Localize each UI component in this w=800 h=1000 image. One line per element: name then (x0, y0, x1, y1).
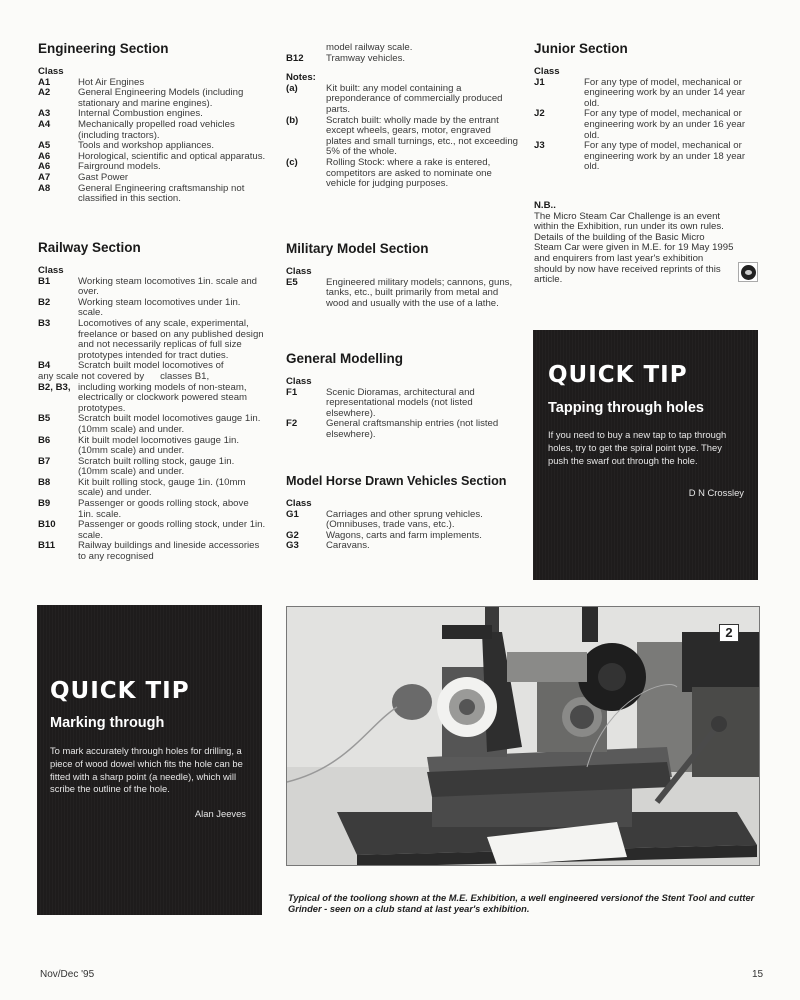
class-code: G2 (286, 529, 299, 541)
class-label: Class (286, 498, 312, 509)
class-code: F2 (286, 418, 298, 430)
class-code: B8 (38, 476, 51, 488)
class-description: Internal Combustion engines. (78, 108, 203, 120)
nb-title: N.B.. (534, 200, 556, 211)
list-item (38, 457, 266, 478)
note-marker: (a) (286, 82, 298, 94)
quick-tip-author: D N Crossley (688, 487, 744, 499)
tool-grinder-illustration (287, 607, 760, 866)
class-description: General craftsmanship entries (not listed elsewhere). (326, 418, 499, 440)
list-item (38, 383, 266, 415)
class-description: Railway buildings and lineside accessories to any recognised (78, 540, 260, 563)
class-code: B12 (286, 52, 304, 64)
class-code: E5 (286, 276, 298, 288)
railway-section-title: Railway Section (38, 240, 141, 255)
column-middle (286, 43, 518, 190)
class-code: B11 (38, 540, 56, 552)
class-code: B4 (38, 360, 51, 372)
b11-continuation: model railway scale. (326, 42, 413, 53)
class-code: A3 (38, 108, 51, 120)
general-section (286, 351, 518, 441)
class-code: B7 (38, 455, 51, 467)
junior-section (534, 41, 759, 173)
list-item (38, 319, 266, 361)
class-code: A6 (38, 150, 51, 162)
class-description: Tramway vehicles. (326, 52, 406, 64)
class-code: A2 (38, 87, 51, 99)
class-code: B1 (38, 275, 51, 287)
list-item (38, 120, 266, 141)
class-code: J1 (534, 76, 545, 88)
class-description: Engineered military models; cannons, guns, tanks, etc., built primarily from metal and wood and usually with the use of a lathe. (326, 276, 513, 309)
class-label: Class (286, 266, 312, 277)
list-item (286, 54, 518, 65)
class-description: Working steam locomotives under 1in. scale. (78, 296, 241, 319)
list-item (534, 78, 759, 110)
list-item (38, 173, 266, 184)
class-description: Locomotives of any scale, experimental, freelance or based on any published design and not necessarily replicas of full size prototypes intended for tract duties. (78, 317, 264, 361)
class-code: B10 (38, 519, 56, 531)
note-item (286, 158, 518, 190)
list-item (38, 277, 266, 298)
class-description: Scratch built model locomotives of (78, 360, 224, 372)
class-description: Passenger or goods rolling stock, above 1in. scale. (78, 498, 249, 520)
class-description: General Engineering craftsmanship not classified in this section. (78, 182, 245, 205)
note-item (286, 116, 518, 158)
engineering-list (38, 78, 266, 205)
list-item (534, 141, 759, 173)
quick-tip-heading: QUICK TIP (548, 362, 688, 388)
list-item (38, 499, 266, 520)
horse-section (286, 473, 526, 552)
quick-tip-marking (37, 605, 262, 915)
footer-page-number: 15 (752, 969, 764, 980)
military-section-title: Military Model Section (286, 241, 429, 256)
class-code: B2 (38, 296, 51, 308)
class-description: Carriages and other sprung vehicles. (Omnibuses, trade vans, etc.). (326, 508, 483, 531)
class-label: Class (38, 66, 64, 77)
list-item (38, 478, 266, 499)
list-item (38, 541, 266, 562)
class-description: For any type of model, mechanical or engineering work by an under 18 year old. (584, 140, 746, 173)
list-item (38, 298, 266, 319)
railway-section (38, 240, 266, 563)
note-text: Rolling Stock: where a rake is entered, competitors are asked to nominate one vehicle for judging purposes. (326, 156, 492, 190)
note-marker: (b) (286, 114, 299, 126)
photo-number-badge: 2 (719, 624, 739, 642)
class-code: A5 (38, 140, 51, 152)
list-item (534, 109, 759, 141)
list-item (38, 88, 266, 109)
class-description: For any type of model, mechanical or engineering work by an under 16 year old. (584, 108, 746, 141)
class-code: J2 (534, 108, 545, 120)
b4-continuation: any scale not covered by classes B1, (38, 370, 210, 382)
list-item (286, 419, 518, 440)
notes-list (286, 84, 518, 190)
class-description: Kit built rolling stock, gauge 1in. (10mm scale) and under. (78, 476, 246, 499)
class-code: G3 (286, 540, 299, 552)
engineering-section-title: Engineering Section (38, 41, 169, 56)
notes-label: Notes: (286, 72, 316, 84)
class-description: including working models of non-steam, electrically or clockwork powered steam prototypes. (78, 381, 248, 414)
class-code: B9 (38, 498, 51, 510)
note-item (286, 84, 518, 116)
class-code: G1 (286, 508, 299, 520)
list-item (286, 510, 526, 531)
list-item (38, 184, 266, 205)
magazine-logo-icon (738, 262, 758, 282)
list-item (38, 520, 266, 541)
nb-text: The Micro Steam Car Challenge is an event within the Exhibition, run under its own rules. Details of the building of the Basic Micro Steam Car were given in M.E. for 19 May 1995 and enquirers from last year's exhibition should by now have received reprints of this article. (534, 210, 734, 286)
class-description: Passenger or goods rolling stock, under 1in. scale. (78, 519, 266, 541)
quick-tip-author: Alan Jeeves (194, 808, 246, 820)
class-description: Scratch built rolling stock, gauge 1in. (10mm scale) and under. (78, 455, 235, 478)
class-label: Class (38, 265, 64, 276)
note-marker: (c) (286, 156, 298, 168)
class-description: Scenic Dioramas, architectural and representational models (not listed elsewhere). (326, 386, 475, 419)
quick-tip-subheading: Marking through (50, 715, 165, 731)
horse-section-title: Model Horse Drawn Vehicles Section (286, 474, 507, 488)
class-description: Gast Power (78, 171, 129, 183)
class-label: Class (534, 66, 560, 77)
tool-grinder-photo (286, 606, 760, 866)
class-code: A8 (38, 182, 51, 194)
class-code: B6 (38, 434, 51, 446)
class-description: Working steam locomotives 1in. scale and over. (78, 275, 257, 298)
class-description: Kit built model locomotives gauge 1in. (10mm scale) and under. (78, 434, 240, 457)
list-item (38, 162, 266, 173)
class-code: A1 (38, 76, 51, 88)
list-item (286, 278, 518, 310)
class-code: B5 (38, 413, 51, 425)
note-text: Scratch built: wholly made by the entrant except wheels, gears, motor, engraved plates and small turnings, etc., not exceeding 5% of the whole. (326, 114, 518, 158)
military-section (286, 241, 518, 309)
list-item (286, 541, 526, 552)
class-code: J3 (534, 140, 545, 152)
class-description: Horological, scientific and optical apparatus. (78, 150, 266, 162)
class-description: Caravans. (326, 540, 370, 552)
class-description: For any type of model, mechanical or engineering work by an under 14 year old. (584, 76, 746, 109)
class-description: Tools and workshop appliances. (78, 140, 214, 152)
junior-section-title: Junior Section (534, 41, 628, 56)
list-item (38, 414, 266, 435)
quick-tip-subheading: Tapping through holes (548, 400, 704, 416)
list-item (286, 531, 526, 542)
quick-tip-body: If you need to buy a new tap to tap through holes, try to get the spiral point type. They push the swarf out through the hole. (548, 429, 727, 466)
class-description: Fairground models. (78, 161, 161, 173)
class-code: A6 (38, 161, 51, 173)
quick-tip-tapping (533, 330, 758, 580)
class-description: Scratch built model locomotives gauge 1in. (10mm scale) and under. (78, 413, 261, 435)
class-code: A7 (38, 171, 51, 183)
class-description: Wagons, carts and farm implements. (326, 529, 482, 541)
class-code: B3 (38, 317, 51, 329)
class-description: Hot Air Engines (78, 76, 145, 88)
photo-caption: Typical of the tooliong shown at the M.E. Exhibition, a well engineered versionof the Stent Tool and cutter Grinder - seen on a club stand at last year's exhibition. (288, 893, 755, 914)
quick-tip-heading: QUICK TIP (50, 678, 190, 704)
note-text: Kit built: any model containing a preponderance of commercially produced parts. (326, 82, 503, 115)
list-item (286, 43, 518, 54)
quick-tip-body: To mark accurately through holes for drilling, a piece of wood dowel which fits the hole can be fitted with a sharp point (a needle), which will scribe the outline of the hole. (50, 745, 243, 795)
footer-issue-date: Nov/Dec '95 (40, 969, 95, 980)
class-code: B2, B3, (38, 381, 71, 393)
list-item (286, 388, 518, 420)
class-code: F1 (286, 386, 298, 398)
class-description: General Engineering Models (including stationary and marine engines). (78, 87, 244, 109)
class-label: Class (286, 376, 312, 387)
class-description: Mechanically propelled road vehicles (including tractors). (78, 118, 235, 141)
general-section-title: General Modelling (286, 351, 404, 366)
list-item (38, 436, 266, 457)
class-code: A4 (38, 118, 51, 130)
railway-list (38, 277, 266, 563)
column-left (38, 41, 266, 205)
nb-note (534, 201, 734, 286)
